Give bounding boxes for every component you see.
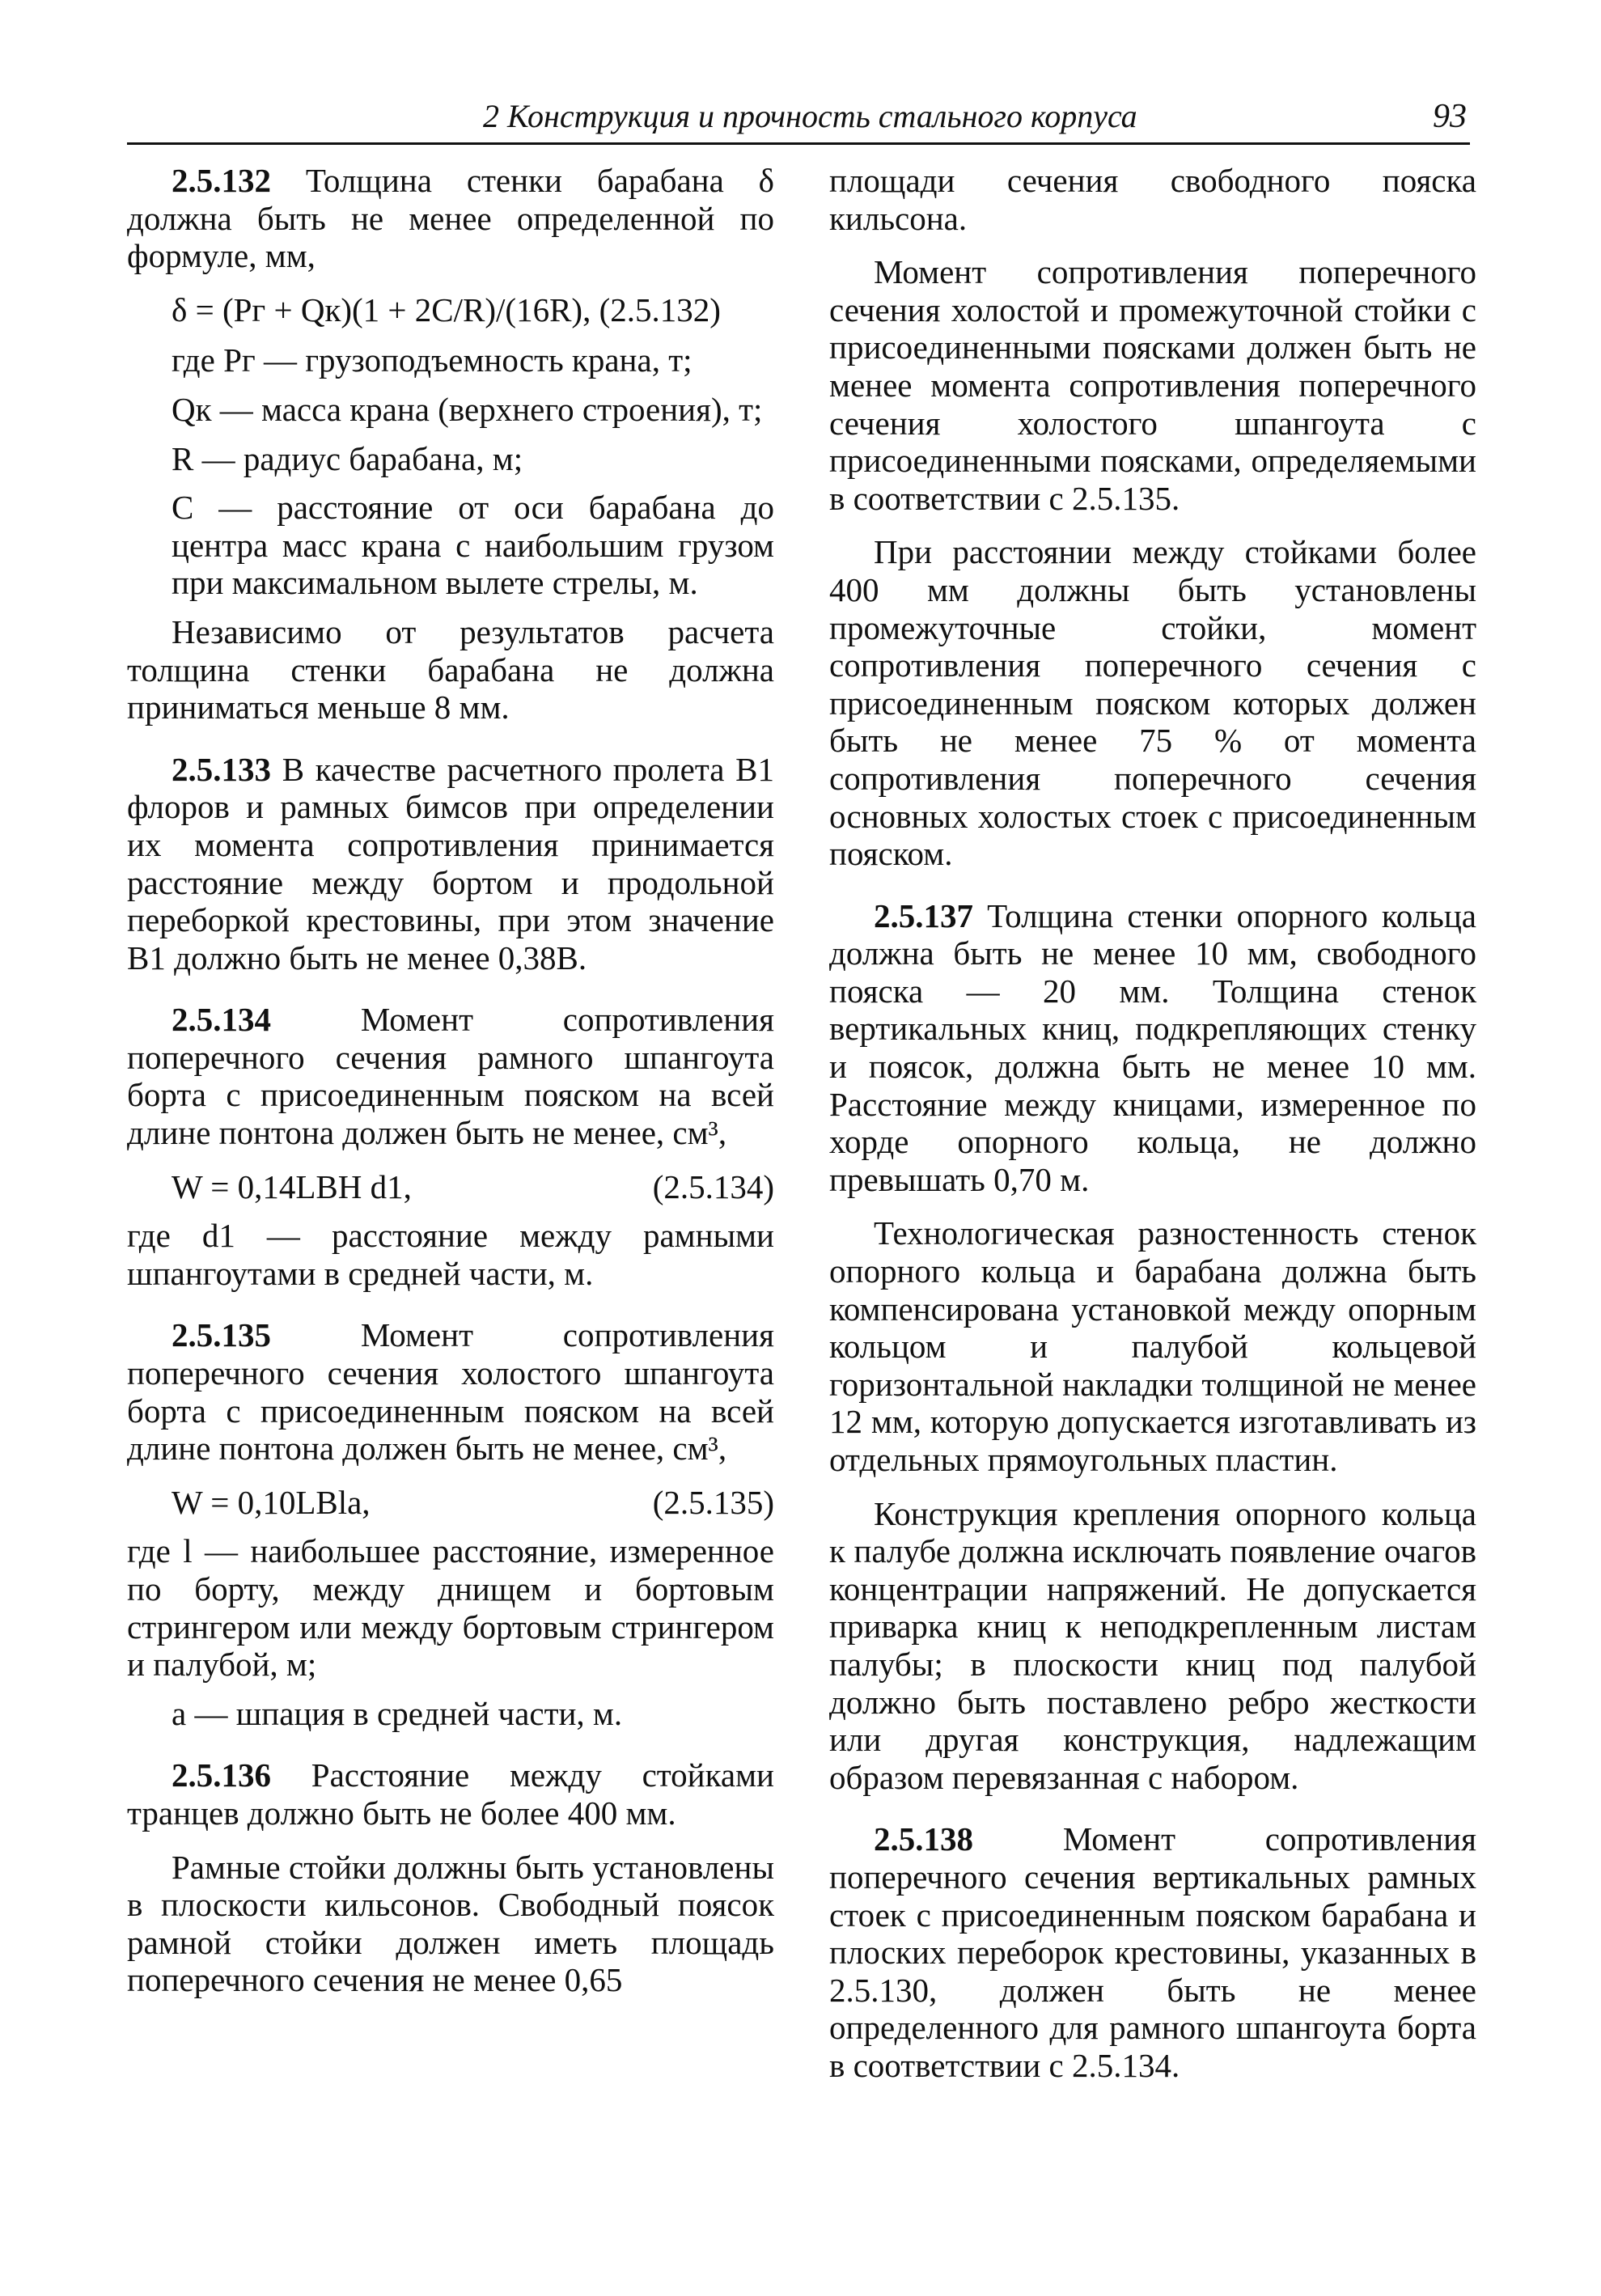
paragraph: Технологическая разностенность стенок опорного кольца и барабана должна быть компенсирована установкой между опорным кольцом и палубой кольцевой горизонтальной накладки толщиной не менее 12 мм, которую допускается изготавливать из отдельных прямоугольных пластин.: [829, 1214, 1476, 1478]
running-header: [127, 95, 1470, 145]
definition-text: Pг — грузоподъемность крана, т;: [223, 341, 692, 379]
formula-2-5-135: [127, 1484, 774, 1522]
definition: где l — наибольшее расстояние, измеренное по борту, между днищем и бортовым стрингером или между бортовым стрингером и палубой, м;: [127, 1532, 774, 1684]
right-column: [829, 162, 1476, 2101]
section-number: 2.5.136: [172, 1756, 271, 1794]
section-number: 2.5.138: [874, 1820, 973, 1858]
formula-number: , (2.5.132): [582, 290, 721, 328]
paragraph-text: Момент сопротивления поперечного сечения вертикальных рамных стоек с присоединенным пояском барабана и плоских переборок крестовины, указанных в 2.5.130, должен быть не менее определенного для рамного шпангоута борта в соответствии с 2.5.134.: [829, 1820, 1476, 2084]
section-number: 2.5.134: [172, 1001, 271, 1039]
section-2-5-138: [829, 1820, 1476, 2084]
section-2-5-137: [829, 897, 1476, 1199]
definition: [127, 341, 774, 379]
formula-expression: W = 0,10LBla,: [172, 1483, 371, 1521]
section-2-5-136: [127, 1756, 774, 1832]
paragraph: Рамные стойки должны быть установлены в плоскости кильсонов. Свободный поясок рамной стойки должен иметь площадь поперечного сечения не менее 0,65: [127, 1848, 774, 1999]
paragraph: Момент сопротивления поперечного сечения холостой и промежуточной стойки с присоединенными поясками должен быть не менее момента сопротивления поперечного сечения холостого шпангоута с присоединенными поясками, определяемыми в соответствии с 2.5.135.: [829, 253, 1476, 517]
definition: где d1 — расстояние между рамными шпангоутами в средней части, м.: [127, 1217, 774, 1292]
section-number: 2.5.132: [172, 162, 271, 199]
section-2-5-133: [127, 751, 774, 977]
section-number: 2.5.137: [874, 896, 973, 934]
formula-expression: W = 0,14LBH d1,: [172, 1167, 412, 1205]
paragraph-text: В качестве расчетного пролета B1 флоров и рамных бимсов при определении их момента сопротивления принимается расстояние между бортом и продольной переборкой крестовины, при этом значение B1 должно быть не менее 0,38B.: [127, 750, 774, 976]
chapter-title: 2 Конструкция и прочность стального корпуса: [483, 98, 1137, 134]
paragraph-continued: площади сечения свободного пояска кильсона.: [829, 162, 1476, 237]
paragraph: Конструкция крепления опорного кольца к палубе должна исключать появление очагов концентрации напряжений. Не допускается приварка книц к неподкрепленным листам палубы; в плоскости книц под палубой должно быть поставлено ребро жесткости или другая конструкция, надлежащим образом перевязанная с набором.: [829, 1494, 1476, 1796]
definition: C — расстояние от оси барабана до центра масс крана с наибольшим грузом при максимальном вылете стрелы, м.: [172, 489, 774, 602]
section-2-5-134: [127, 1001, 774, 1151]
paragraph: Независимо от результатов расчета толщина стенки барабана не должна приниматься меньше 8 мм.: [127, 612, 774, 727]
section-number: 2.5.135: [172, 1316, 271, 1354]
section-number: 2.5.133: [172, 750, 271, 788]
definition: Qк — масса крана (верхнего строения), т;: [172, 390, 763, 428]
paragraph-text: Момент сопротивления поперечного сечения рамного шпангоута борта с присоединенным пояском на всей длине понтона должен быть не менее, см³,: [127, 1001, 774, 1152]
section-2-5-132: [127, 162, 774, 275]
formula-2-5-132: [127, 291, 774, 329]
left-column: [127, 162, 774, 2015]
paragraph-text: Момент сопротивления поперечного сечения холостого шпангоута борта с присоединенным пояском на всей длине понтона должен быть не менее, см³,: [127, 1316, 774, 1468]
formula-expression: δ = (Pг + Qк)(1 + 2C/R)/(16R): [172, 290, 583, 328]
formula-2-5-134: [127, 1168, 774, 1206]
page-number: 93: [1433, 98, 1467, 135]
paragraph-text: Толщина стенки барабана δ должна быть не менее определенной по формуле, мм,: [127, 162, 774, 275]
formula-number: (2.5.134): [652, 1167, 774, 1205]
paragraph-text: Расстояние между стойками транцев должно быть не более 400 мм.: [127, 1756, 774, 1832]
formula-number: (2.5.135): [652, 1483, 774, 1521]
paragraph: При расстоянии между стойками более 400 мм должны быть установлены промежуточные стойки, момент сопротивления поперечного сечения с присоединенным пояском которых должен быть не менее 75 % от момента сопротивления поперечного сечения основных холостых стоек с присоединенным пояском.: [829, 533, 1476, 873]
section-2-5-135: [127, 1316, 774, 1467]
where-label: где: [172, 341, 224, 379]
paragraph-text: Толщина стенки опорного кольца должна быть не менее 10 мм, свободного пояска — 20 мм. Толщина стенок вертикальных книц, подкрепляющих стенку и поясок, должна быть не менее 10 мм. Расстояние между кницами, измеренное по хорде опорного кольца, не должно превышать 0,70 м.: [829, 896, 1476, 1198]
definition: a — шпация в средней части, м.: [172, 1694, 623, 1732]
definition: R — радиус барабана, м;: [172, 439, 523, 477]
